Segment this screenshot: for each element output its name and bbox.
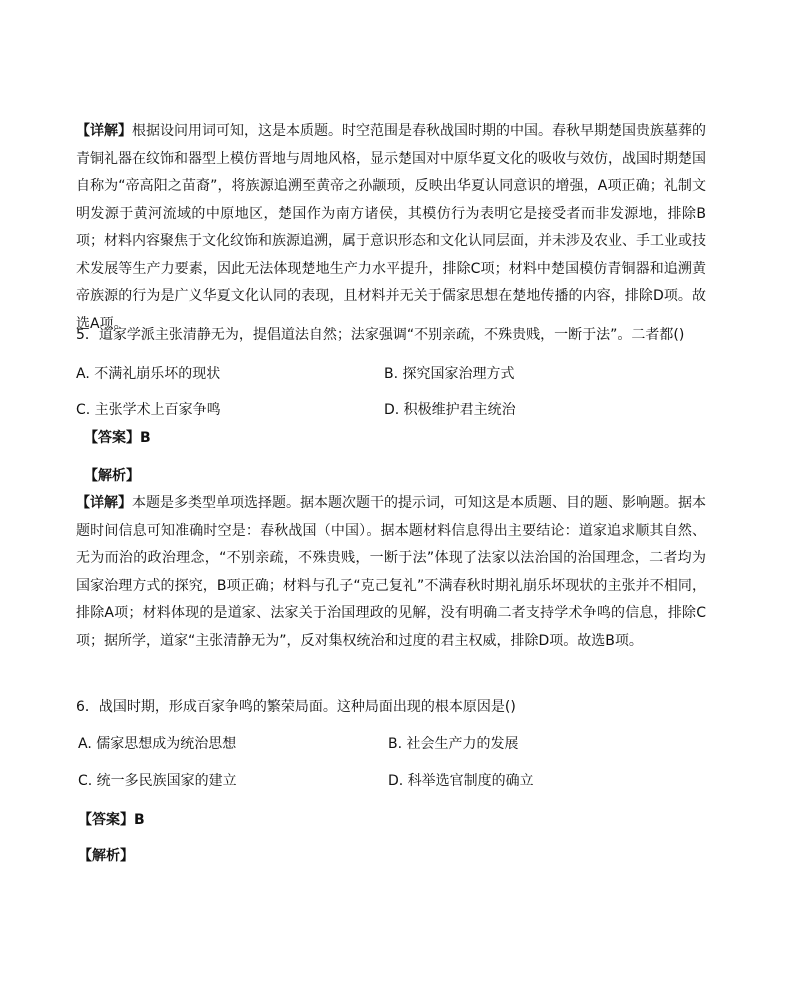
q6-option-a: A. 儒家思想成为统治思想 <box>78 736 237 752</box>
q5-option-c: C. 主张学术上百家争鸣 <box>76 402 221 418</box>
q5-option-d: D. 积极维护君主统治 <box>384 402 516 418</box>
q6-option-c: C. 统一多民族国家的建立 <box>78 773 237 789</box>
q5-detail-text: 本题是多类型单项选择题。据本题次题干的提示词，可知这是本质题、目的题、影响题。据本题时间信息可知准确时空是：春秋战国（中国）。据本题材料信息得出主要结论：道家追求顺其自然、无为而治的政治理念，“不别亲疏，不殊贵贱，一断于法”体现了法家以法治国的治国理念，二者均为国家治理方式的探究，B项正确；材料与孔子“克己复礼”不满春秋时期礼崩乐坏现状的主张并不相同，排除A项；材料体现的是道家、法家关于治国理政的见解，没有明确二者支持学术争鸣的信息，排除C项；据所学，道家“主张清静无为”，反对集权统治和过度的君主权威，排除D项。故选B项。 <box>76 495 706 649</box>
q5-analysis-label: 【解析】 <box>84 468 140 484</box>
q6-option-b: B. 社会生产力的发展 <box>388 736 519 752</box>
q6-stem: 6．战国时期，形成百家争鸣的繁荣局面。这种局面出现的根本原因是() <box>76 699 516 715</box>
answer-label: 【答案】 <box>78 812 134 828</box>
answer-value: B <box>134 812 145 828</box>
q6-analysis-label: 【解析】 <box>78 848 134 864</box>
detail-label: 【详解】 <box>76 495 132 511</box>
answer-label: 【答案】 <box>84 430 140 446</box>
q5-stem: 5．道家学派主张清静无为，提倡道法自然；法家强调“不别亲疏，不殊贵贱，一断于法”。二者都() <box>76 327 685 343</box>
q5-answer <box>84 428 151 448</box>
q6-answer <box>78 810 145 830</box>
q6-option-d: D. 科举选官制度的确立 <box>388 773 534 789</box>
q4-detail-paragraph <box>76 118 706 338</box>
answer-value: B <box>140 430 151 446</box>
q5-detail-paragraph <box>76 490 706 655</box>
q5-option-b: B. 探究国家治理方式 <box>384 366 515 382</box>
q4-detail-text: 根据设问用词可知，这是本质题。时空范围是春秋战国时期的中国。春秋早期楚国贵族墓葬的青铜礼器在纹饰和器型上模仿晋地与周地风格，显示楚国对中原华夏文化的吸收与效仿，战国时期楚国自称为“帝高阳之苗裔”，将族源追溯至黄帝之孙颛顼，反映出华夏认同意识的增强，A项正确；礼制文明发源于黄河流域的中原地区，楚国作为南方诸侯，其模仿行为表明它是接受者而非发源地，排除B项；材料内容聚焦于文化纹饰和族源追溯，属于意识形态和文化认同层面，并未涉及农业、手工业或技术发展等生产力要素，因此无法体现楚地生产力水平提升，排除C项；材料中楚国模仿青铜器和追溯黄帝族源的行为是广义华夏文化认同的表现，且材料并无关于儒家思想在楚地传播的内容，排除D项。故选A项。 <box>76 123 706 332</box>
detail-label: 【详解】 <box>76 123 132 139</box>
q5-option-a: A. 不满礼崩乐坏的现状 <box>76 366 221 382</box>
